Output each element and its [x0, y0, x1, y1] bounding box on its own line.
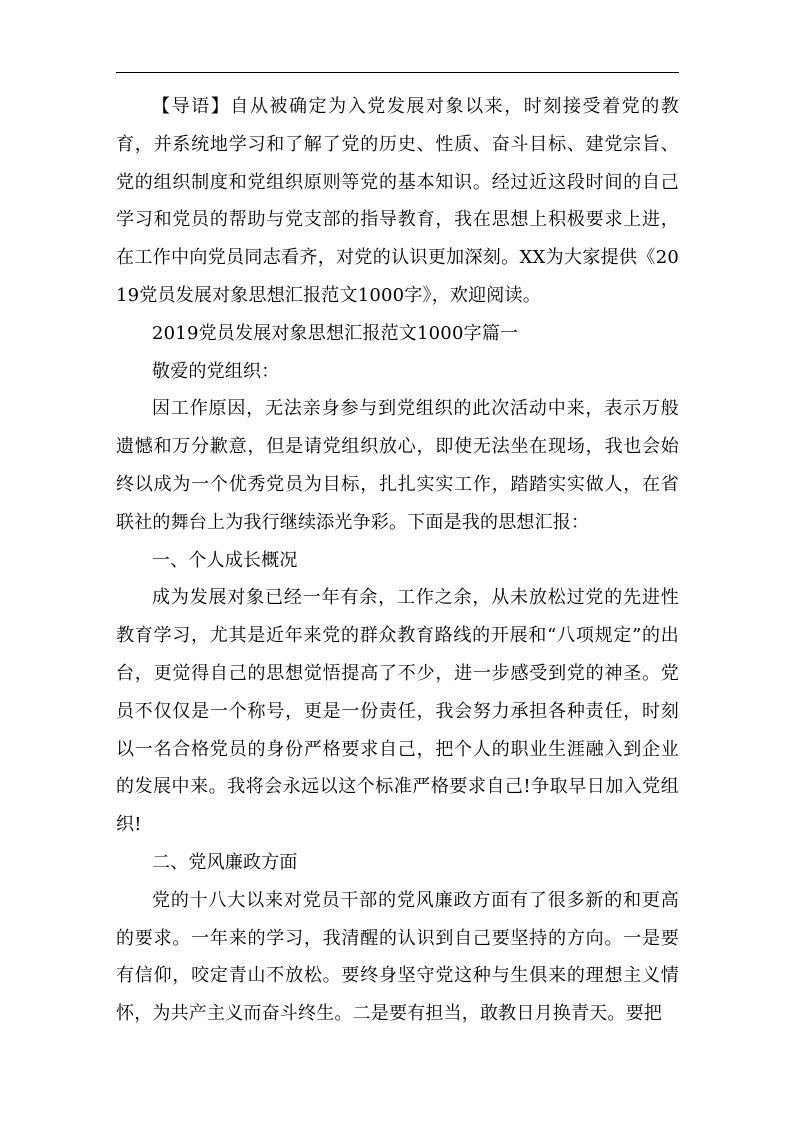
section-heading: 一、个人成长概况 [152, 549, 298, 571]
document-body [116, 88, 679, 1033]
body-paragraph: 因工作原因，无法亲身参与到党组织的此次活动中来，表示万般遗憾和万分歉意，但是请党组织放心，即使无法坐在现场，我也会始终以成为一个优秀党员为目标，扎扎实实工作，踏踏实实做人，在省联社的舞台上为我行继续添光争彩。下面是我的思想汇报： [116, 398, 679, 533]
section-heading: 二、党风廉政方面 [152, 851, 298, 873]
salutation: 敬爱的党组织： [152, 360, 280, 382]
intro-paragraph: 【导语】自从被确定为入党发展对象以来，时刻接受着党的教育，并系统地学习和了解了党的历史、性质、奋斗目标、建党宗旨、党的组织制度和党组织原则等党的基本知识。经过近这段时间的自己学习和党员的帮助与党支部的指导教育，我在思想上积极要求上进，在工作中向党员同志看齐，对党的认识更加深刻。XX为大家提供《2019党员发展对象思想汇报范文1000字》，欢迎阅读。 [116, 96, 679, 306]
header-rule [116, 72, 679, 73]
body-paragraph: 成为发展对象已经一年有余，工作之余，从未放松过党的先进性教育学习，尤其是近年来党的群众教育路线的开展和“八项规定”的出台，更觉得自己的思想觉悟提高了不少，进一步感受到党的神圣。党员不仅仅是一个称号，更是一份责任，我会努力承担各种责任，时刻以一名合格党员的身份严格要求自己，把个人的职业生涯融入到企业的发展中来。我将会永远以这个标准严格要求自己!争取早日加入党组织! [116, 587, 679, 836]
body-paragraph: 党的十八大以来对党员干部的党风廉政方面有了很多新的和更高的要求。一年来的学习，我清醒的认识到自己要坚持的方向。一是要有信仰，咬定青山不放松。要终身坚守党这种与生俱来的理想主义情怀，为共产主义而奋斗终生。二是要有担当，敢教日月换青天。要把 [116, 889, 679, 1025]
article-title: 2019党员发展对象思想汇报范文1000字篇一 [152, 322, 519, 344]
